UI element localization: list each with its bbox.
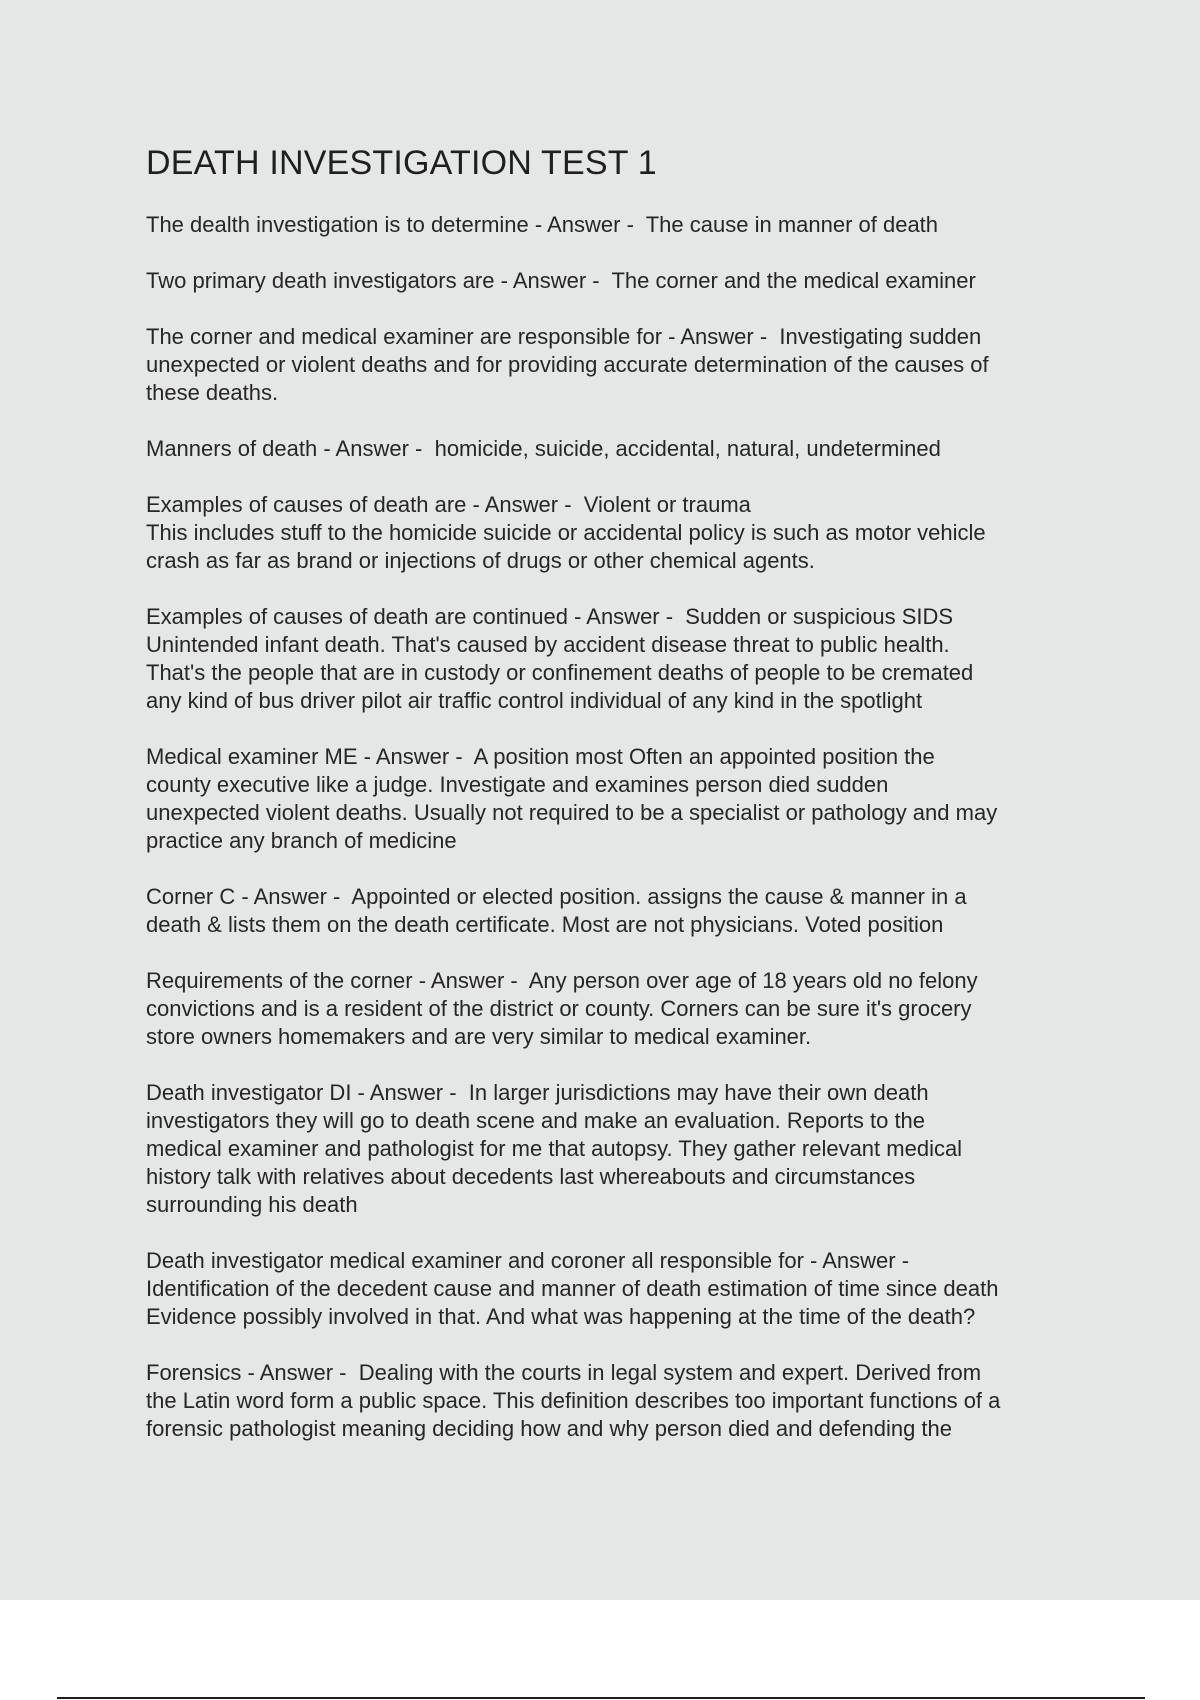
document-title: DEATH INVESTIGATION TEST 1 — [146, 144, 657, 182]
footer-divider — [57, 1697, 1145, 1699]
qa-item: Forensics - Answer - Dealing with the courts in legal system and expert. Derived from the Latin word form a public space. This definition describes too important functions of a forensic pathologist meaning deciding how and why person died and defending the — [146, 1360, 1001, 1441]
qa-item: Two primary death investigators are - Answer - The corner and the medical examiner — [146, 268, 976, 293]
qa-item: Death investigator medical examiner and coroner all responsible for - Answer - Identification of the decedent cause and manner of death estimation of time since death Evidence possibly involved in that. And what was happening at the time of the death? — [146, 1248, 999, 1329]
qa-item: Examples of causes of death are - Answer - Violent or trauma This includes stuff to the homicide suicide or accidental policy is such as motor vehicle crash as far as brand or injections of drugs or other chemical agents. — [146, 492, 986, 573]
qa-item: The corner and medical examiner are responsible for - Answer - Investigating sudden unexpected or violent deaths and for providing accurate determination of the causes of these deaths. — [146, 324, 989, 405]
qa-item: Requirements of the corner - Answer - Any person over age of 18 years old no felony convictions and is a resident of the district or county. Corners can be sure it's grocery store owners homemakers and are very similar to medical examiner. — [146, 968, 978, 1049]
qa-item: Medical examiner ME - Answer - A position most Often an appointed position the county executive like a judge. Investigate and examines person died sudden unexpected violent deaths. Usually not required to be a specialist or pathology and may practice any branch of medicine — [146, 744, 998, 853]
qa-item: The dealth investigation is to determine - Answer - The cause in manner of death — [146, 212, 939, 237]
document-content — [146, 144, 1091, 1471]
qa-item: Death investigator DI - Answer - In larger jurisdictions may have their own death investigators they will go to death scene and make an evaluation. Reports to the medical examiner and pathologist for me that autopsy. They gather relevant medical history talk with relatives about decedents last whereabouts and circumstances surrounding his death — [146, 1080, 963, 1217]
qa-item: Examples of causes of death are continued - Answer - Sudden or suspicious SIDS Unintended infant death. That's caused by accident disease threat to public health. That's the people that are in custody or confinement deaths of people to be cremated any kind of bus driver pilot air traffic control individual of any kind in the spotlight — [146, 604, 974, 713]
qa-item: Manners of death - Answer - homicide, suicide, accidental, natural, undetermined — [146, 436, 941, 461]
qa-item: Corner C - Answer - Appointed or elected position. assigns the cause & manner in a death & lists them on the death certificate. Most are not physicians. Voted position — [146, 884, 967, 937]
